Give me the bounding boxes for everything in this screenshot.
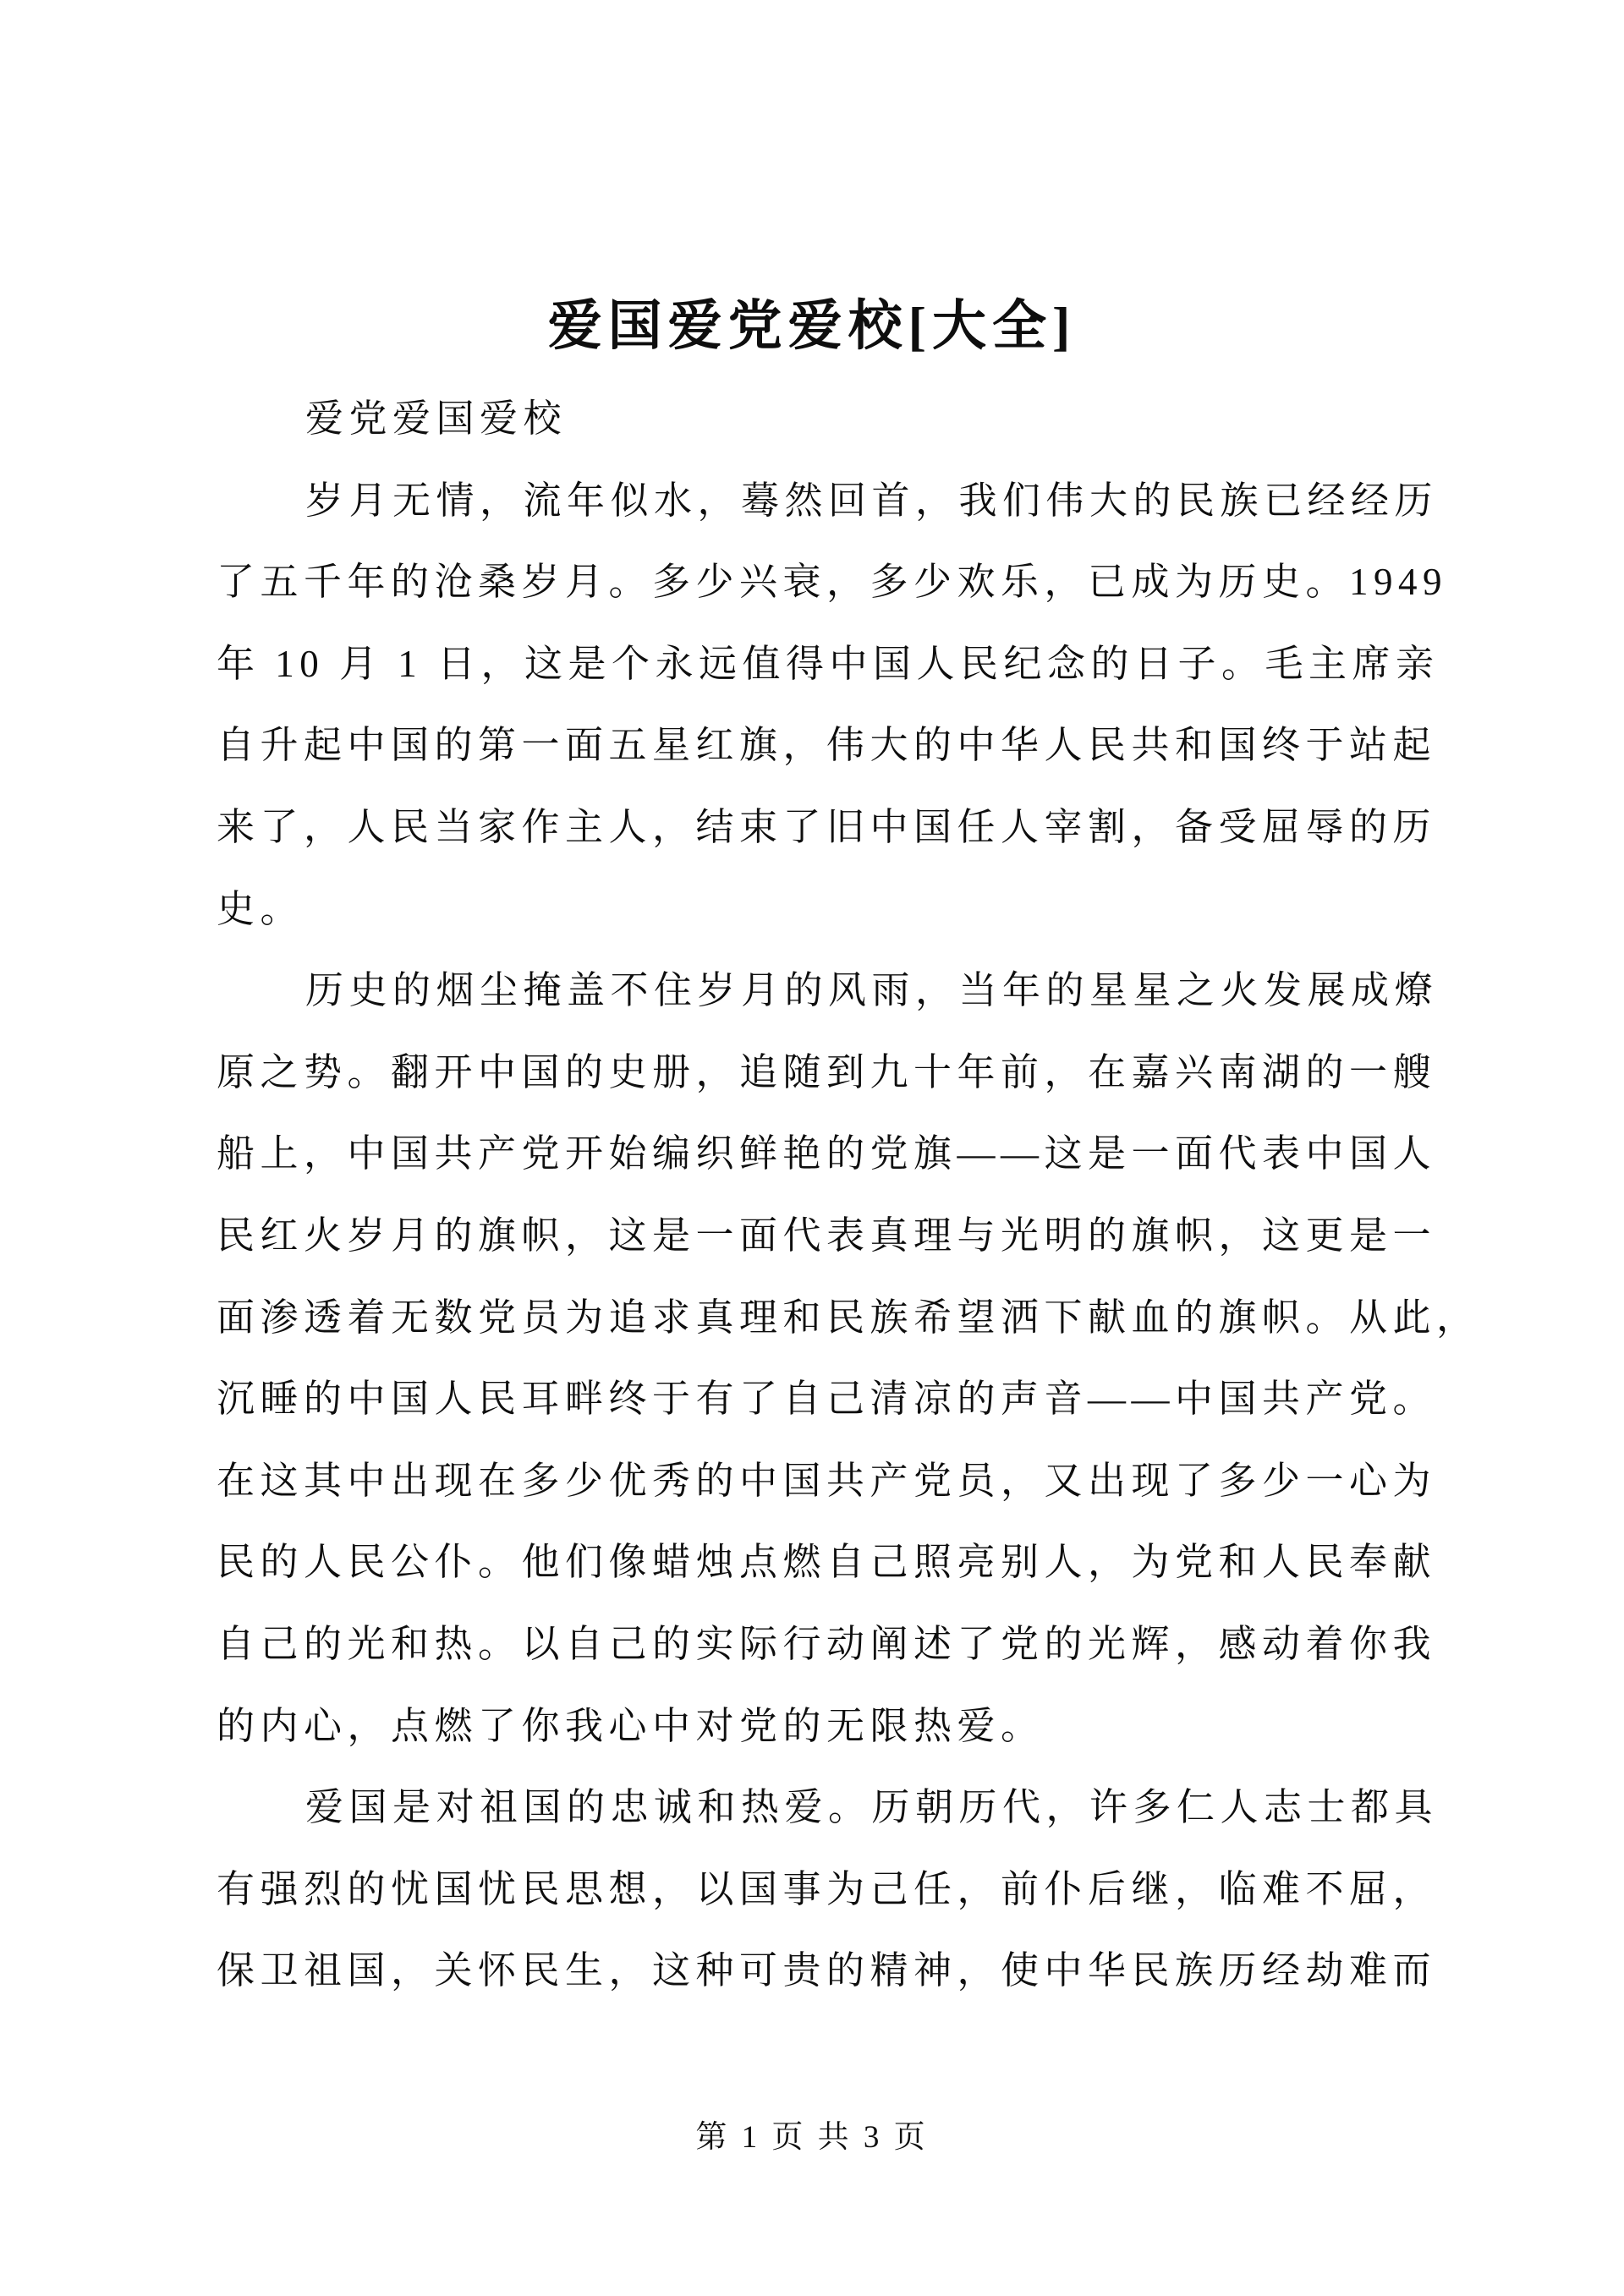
document-body [217, 378, 1480, 2012]
text-line: 了五千年的沧桑岁月。多少兴衰，多少欢乐，已成为历史。1949 [217, 561, 1448, 604]
text-line: 原之势。翻开中国的史册，追随到九十年前，在嘉兴南湖的一艘 [217, 1050, 1437, 1093]
page-title: 爱国爱党爱校[大全] [547, 296, 1077, 356]
text-line: 沉睡的中国人民耳畔终于有了自己清凉的声音——中国共产党。 [217, 1378, 1437, 1421]
page-footer: 第 1 页 共 3 页 [695, 2120, 929, 2155]
text-line: 民红火岁月的旗帜，这是一面代表真理与光明的旗帜，这更是一 [217, 1214, 1437, 1257]
text-line: 自己的光和热。以自己的实际行动阐述了党的光辉，感动着你我 [217, 1622, 1437, 1665]
text-line: 史。 [217, 887, 304, 930]
text-line: 爱国是对祖国的忠诚和热爱。历朝历代，许多仁人志士都具 [305, 1786, 1439, 1829]
text-line: 来了，人民当家作主人，结束了旧中国任人宰割，备受屈辱的历 [217, 805, 1437, 848]
text-line: 年 10 月 1 日，这是个永远值得中国人民纪念的日子。毛主席亲 [217, 642, 1440, 685]
text-line: 自升起中国的第一面五星红旗，伟大的中华人民共和国终于站起 [217, 724, 1437, 767]
text-line: 历史的烟尘掩盖不住岁月的风雨，当年的星星之火发展成燎 [305, 969, 1439, 1012]
text-line: 的内心，点燃了你我心中对党的无限热爱。 [217, 1704, 1045, 1747]
text-line: 岁月无情，流年似水，蓦然回首，我们伟大的民族已经经历 [305, 479, 1439, 522]
text-line: 民的人民公仆。他们像蜡烛点燃自己照亮别人，为党和人民奉献 [217, 1541, 1437, 1584]
text-line: 在这其中出现在多少优秀的中国共产党员，又出现了多少一心为 [217, 1459, 1437, 1502]
text-line: 船上，中国共产党开始编织鲜艳的党旗——这是一面代表中国人 [217, 1132, 1437, 1175]
text-line: 有强烈的忧国忧民思想，以国事为己任，前仆后继，临难不屈， [217, 1867, 1437, 1910]
text-line: 面渗透着无数党员为追求真理和民族希望洒下献血的旗帜。从此， [217, 1296, 1480, 1339]
text-line: 爱党爱国爱校 [305, 397, 568, 440]
text-line: 保卫祖国，关怀民生，这种可贵的精神，使中华民族历经劫难而 [217, 1949, 1437, 1992]
